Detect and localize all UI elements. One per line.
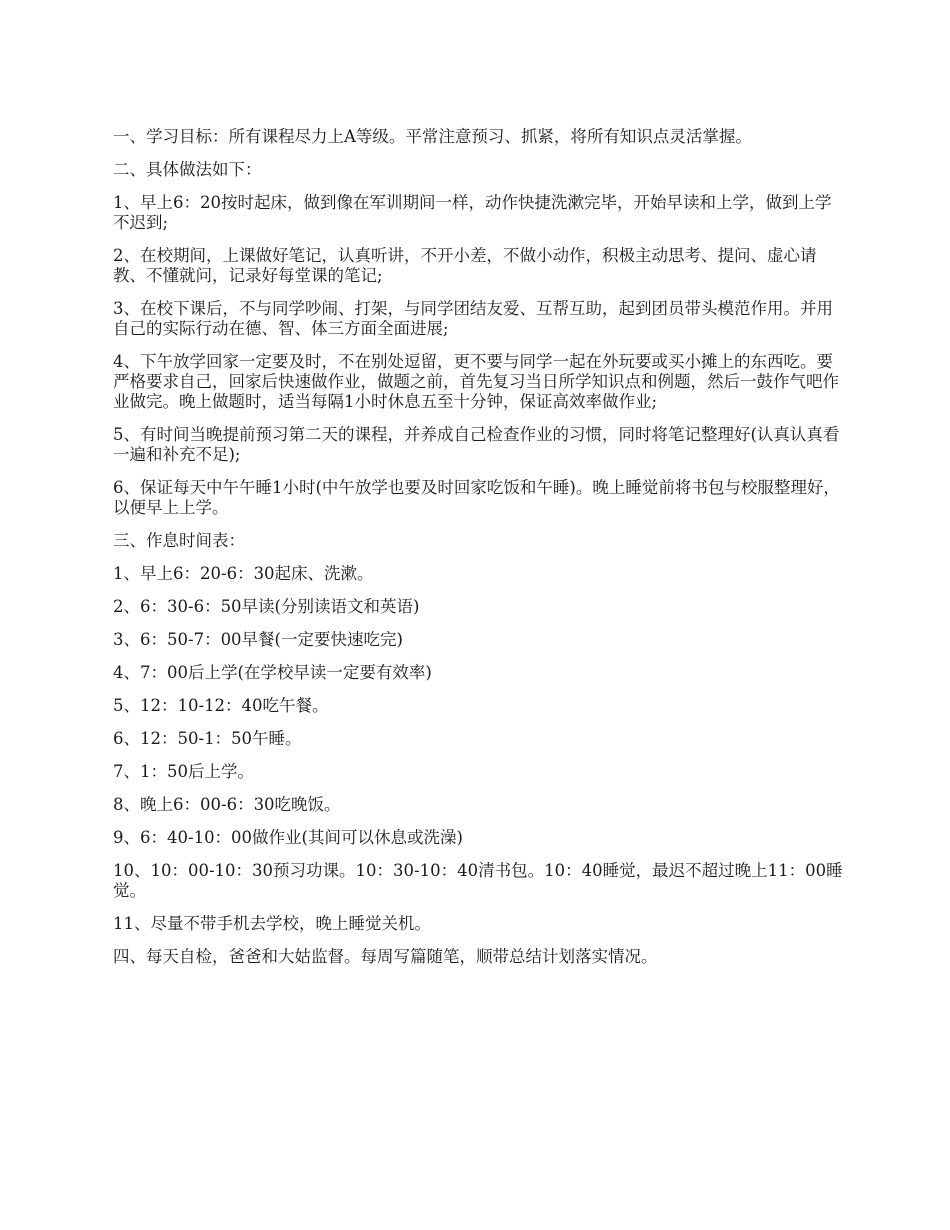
document-body	[113, 127, 845, 980]
method-item: 5、有时间当晚提前预习第二天的课程，并养成自己检查作业的习惯，同时将笔记整理好(认真认真看一遍和补充不足);	[113, 425, 840, 464]
method-item: 6、保证每天中午午睡1小时(中午放学也要及时回家吃饭和午睡)。晚上睡觉前将书包与校服整理好，以便早上上学。	[113, 478, 840, 517]
schedule-item: 8、晚上6：00-6：30吃晚饭。	[113, 795, 341, 814]
schedule-item: 7、1：50后上学。	[113, 762, 254, 781]
schedule-item: 3、6：50-7：00早餐(一定要快速吃完)	[113, 630, 403, 649]
method-item: 2、在校期间，上课做好笔记，认真听讲，不开小差，不做小动作，积极主动思考、提问、虚心请教、不懂就问，记录好每堂课的笔记;	[113, 246, 817, 285]
section-method-heading: 二、具体做法如下：	[113, 160, 262, 179]
schedule-item: 11、尽量不带手机去学校，晚上睡觉关机。	[113, 914, 431, 933]
section-supervision: 四、每天自检，爸爸和大姑监督。每周写篇随笔，顺带总结计划落实情况。	[113, 947, 658, 966]
schedule-item: 1、早上6：20-6：30起床、洗漱。	[113, 564, 374, 583]
method-item: 4、下午放学回家一定要及时，不在别处逗留，更不要与同学一起在外玩要或买小摊上的东西吃。要严格要求自己，回家后快速做作业，做题之前，首先复习当日所学知识点和例题，然后一鼓作气吧作业做完。晚上做题时，适当每隔1小时休息五至十分钟，保证高效率做作业;	[113, 352, 839, 411]
schedule-item: 4、7：00后上学(在学校早读一定要有效率)	[113, 663, 432, 682]
section-goal: 一、学习目标：所有课程尽力上A等级。平常注意预习、抓紧，将所有知识点灵活掌握。	[113, 127, 752, 146]
method-item: 3、在校下课后，不与同学吵闹、打架，与同学团结友爱、互帮互助，起到团员带头模范作用。并用自己的实际行动在德、智、体三方面全面进展;	[113, 299, 833, 338]
section-schedule-heading: 三、作息时间表：	[113, 531, 245, 550]
schedule-item: 9、6：40-10：00做作业(其间可以休息或洗澡)	[113, 828, 463, 847]
schedule-item: 5、12：10-12：40吃午餐。	[113, 696, 329, 715]
method-item: 1、早上6：20按时起床，做到像在军训期间一样，动作快捷洗漱完毕，开始早读和上学，做到上学不迟到;	[113, 193, 832, 232]
schedule-item: 2、6：30-6：50早读(分别读语文和英语)	[113, 597, 420, 616]
schedule-item: 10、10：00-10：30预习功课。10：30-10：40清书包。10：40睡觉，最迟不超过晚上11：00睡觉。	[113, 861, 843, 900]
schedule-item: 6、12：50-1：50午睡。	[113, 729, 302, 748]
